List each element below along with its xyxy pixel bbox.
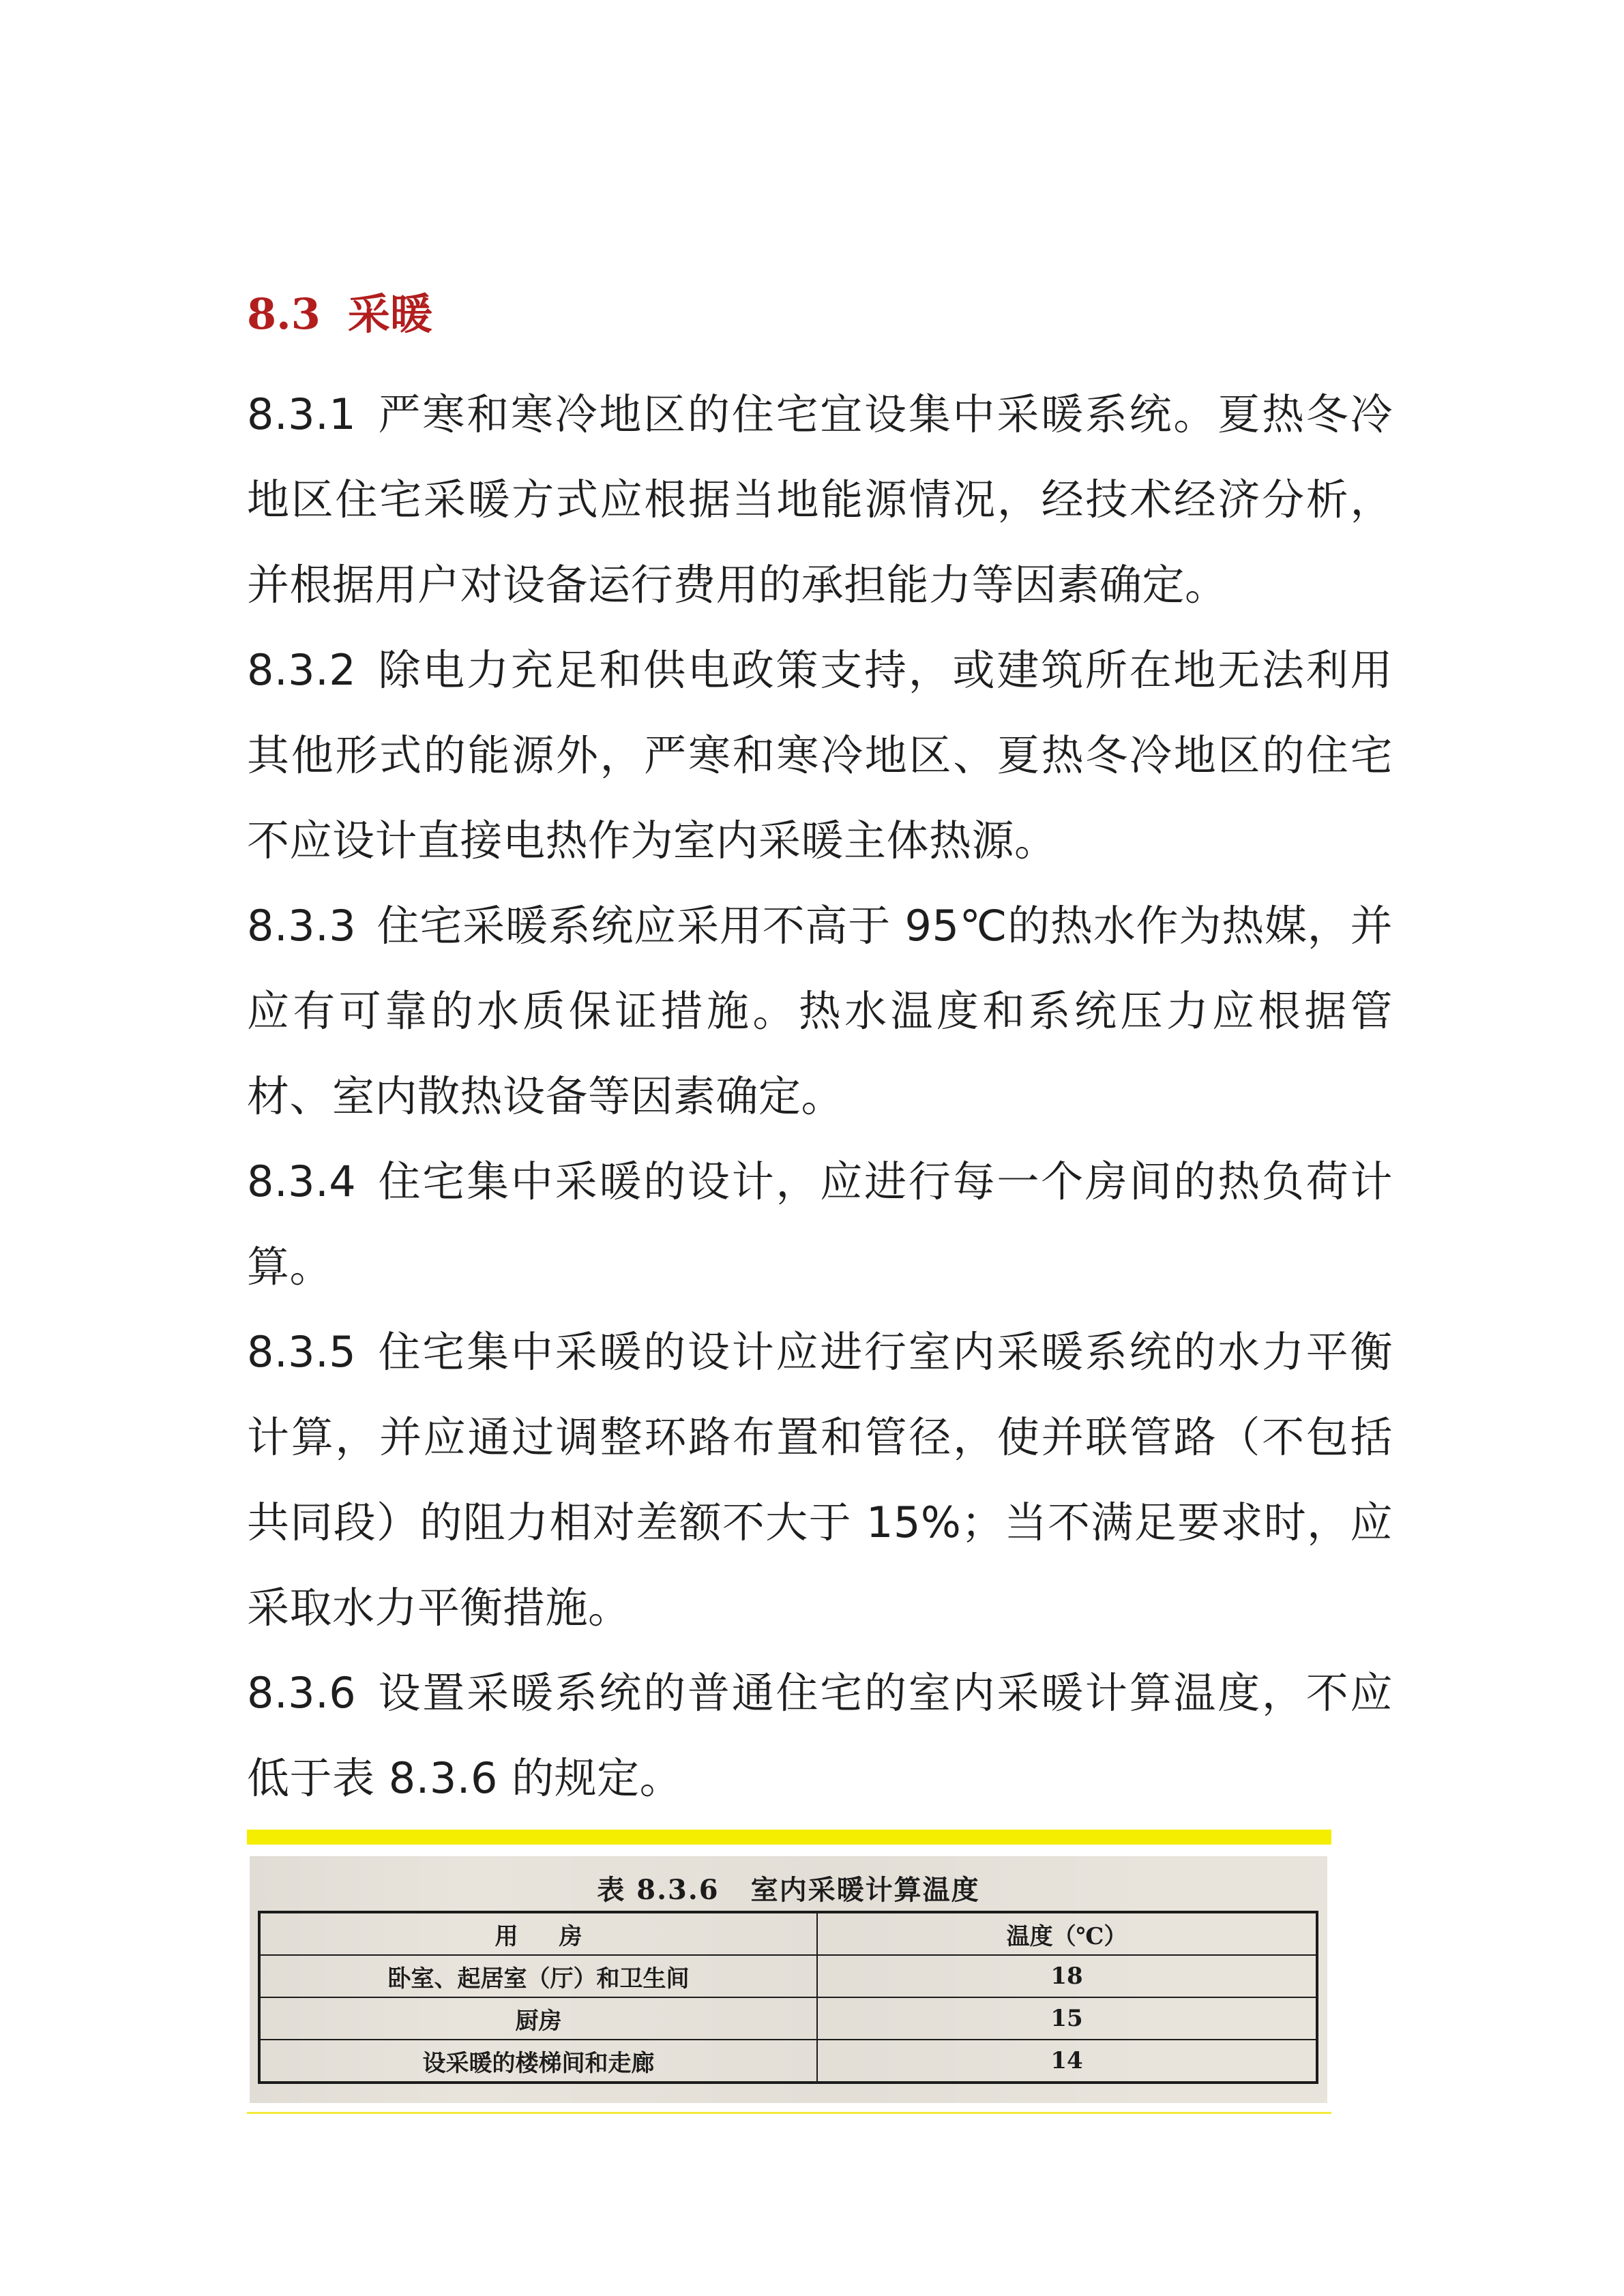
clause-number: 8.3.3	[247, 901, 357, 951]
table-header-row	[259, 1912, 1317, 1955]
clause-8-3-1	[247, 372, 1393, 627]
heating-temperature-table	[258, 1911, 1318, 2084]
highlight-bar	[247, 1830, 1331, 1845]
table-row	[259, 1997, 1317, 2040]
cell-room: 设采暖的楼梯间和走廊	[259, 2040, 817, 2083]
table-caption	[250, 1868, 1327, 1907]
clauses-body	[247, 372, 1393, 1821]
clause-8-3-2	[247, 627, 1393, 883]
scanned-table-image	[250, 1856, 1327, 2103]
clause-8-3-6	[247, 1650, 1393, 1821]
cell-room: 卧室、起居室（厅）和卫生间	[259, 1955, 817, 1997]
cell-temperature: 14	[817, 2040, 1317, 2083]
section-number: 8.3	[247, 289, 321, 339]
header-temperature: 温度（℃）	[817, 1912, 1317, 1955]
clause-text: 住宅集中采暖的设计，应进行每一个房间的热负荷计算。	[247, 1157, 1393, 1292]
highlight-underline	[247, 2112, 1331, 2114]
table-row	[259, 2040, 1317, 2083]
table-caption-number: 表 8.3.6	[597, 1874, 720, 1906]
clause-text: 住宅采暖系统应采用不高于 95℃的热水作为热媒，并应有可靠的水质保证措施。热水温度和系统压力应根据管材、室内散热设备等因素确定。	[247, 901, 1393, 1121]
clause-8-3-3	[247, 883, 1393, 1139]
clause-number: 8.3.2	[247, 645, 357, 695]
clause-number: 8.3.4	[247, 1157, 357, 1206]
clause-number: 8.3.5	[247, 1327, 357, 1377]
clause-text: 除电力充足和供电政策支持，或建筑所在地无法利用其他形式的能源外，严寒和寒冷地区、夏热冬冷地区的住宅不应设计直接电热作为室内采暖主体热源。	[247, 645, 1393, 865]
clause-number: 8.3.6	[247, 1668, 357, 1718]
clause-text: 严寒和寒冷地区的住宅宜设集中采暖系统。夏热冬冷地区住宅采暖方式应根据当地能源情况，经技术经济分析，并根据用户对设备运行费用的承担能力等因素确定。	[247, 389, 1393, 610]
clause-8-3-5	[247, 1309, 1393, 1650]
section-heading	[247, 289, 432, 339]
header-room: 用房	[259, 1912, 817, 1955]
clause-text: 住宅集中采暖的设计应进行室内采暖系统的水力平衡计算，并应通过调整环路布置和管径，使并联管路（不包括共同段）的阻力相对差额不大于 15%；当不满足要求时，应采取水力平衡措施。	[247, 1327, 1393, 1632]
section-title-text: 采暖	[347, 289, 432, 339]
table-caption-title: 室内采暖计算温度	[750, 1874, 980, 1906]
clause-text: 设置采暖系统的普通住宅的室内采暖计算温度，不应低于表 8.3.6 的规定。	[247, 1668, 1393, 1803]
cell-temperature: 18	[817, 1955, 1317, 1997]
table-row	[259, 1955, 1317, 1997]
clause-number: 8.3.1	[247, 389, 357, 439]
clause-8-3-4	[247, 1139, 1393, 1309]
cell-room: 厨房	[259, 1997, 817, 2040]
cell-temperature: 15	[817, 1997, 1317, 2040]
